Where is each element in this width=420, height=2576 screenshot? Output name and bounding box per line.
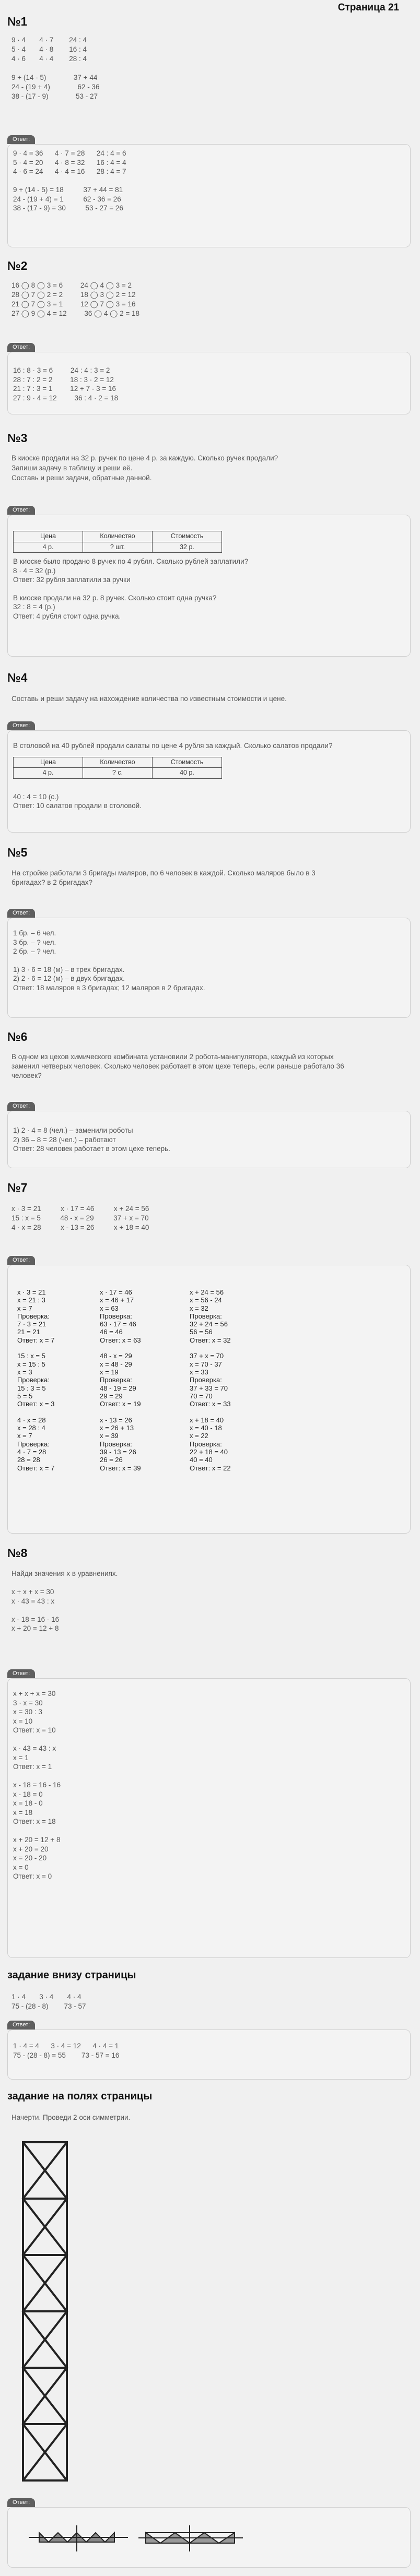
task-7-column-2: x · 17 = 46 x = 46 + 17 x = 63 Проверка: 63 · 17 = 46 46 = 46 Ответ: x = 63 48 - x = 29 x = 48 - 29 x = 19 Проверка: 48 - 19 = 29 29 = 29 Ответ: x = 19 x - 13 = 26 x = 26 + 13 x = 39 Проверка: 39 - 13 = 26 26 = 26 Ответ: x = 39 — [100, 1288, 141, 1472]
bottom-task-answer — [7, 2029, 411, 2080]
task-7-column-3: x + 24 = 56 x = 56 - 24 x = 32 Проверка: 32 + 24 = 56 56 = 56 Ответ: x = 32 37 + x = 70 x = 70 - 37 x = 33 Проверка: 37 + 33 = 70 70 = 70 Ответ: x = 33 x + 18 = 40 x = 40 - 18 x = 22 Проверка: 22 + 18 = 40 40 = 40 Ответ: x = 22 — [190, 1288, 231, 1472]
task-3-table — [13, 531, 222, 553]
task-1-text: 9 · 4 4 · 7 24 : 4 5 · 4 4 · 8 16 : 4 4 · 6 4 · 4 28 : 4 9 + (14 - 5) 37 + 44 24 - (19 + 4) 62 - 36 38 - (17 - 9) 53 - 27 — [11, 36, 100, 100]
task-5-line: бригадах? в 2 бригадах? — [11, 879, 93, 886]
table-header-quantity: Количество — [83, 531, 153, 542]
task-4-answer — [7, 730, 411, 833]
task-4-heading: №4 — [7, 671, 28, 684]
answer-tab: Ответ: — [7, 135, 35, 144]
answer-line: В столовой на 40 рублей продали салаты по цене 4 рубля за каждый. Сколько салатов продали? — [13, 742, 333, 750]
task-8-heading: №8 — [7, 1546, 28, 1560]
task-5-line: На стройке работали 3 бригады маляров, по 6 человек в каждой. Сколько маляров было в 3 — [11, 869, 316, 877]
symmetry-figure-1 — [29, 2525, 128, 2551]
task-7-text: x · 3 = 21 x · 17 = 46 x + 24 = 56 15 : x = 5 48 - x = 29 37 + x = 70 4 · x = 28 x - 13 = 26 x + 18 = 40 — [11, 1205, 149, 1231]
task-2-answer-text: 16 : 8 · 3 = 6 24 : 4 : 3 = 2 28 : 7 : 2 = 2 18 : 3 · 2 = 12 21 : 7 : 3 = 1 12 + 7 - 3 = 16 27 : 9 · 4 = 12 36 : 4 · 2 = 18 — [13, 366, 119, 402]
answer-line: В киоске было продано 8 ручек по 4 рубля. Сколько рублей заплатили? — [13, 557, 249, 565]
task-4-table — [13, 757, 222, 779]
margin-task-answer — [7, 2507, 411, 2568]
answer-tab: Ответ: — [7, 721, 35, 730]
answer-tab: Ответ: — [7, 1669, 35, 1678]
answer-line: 2) 36 – 8 = 28 (чел.) – работают — [13, 1135, 116, 1144]
task-8-text: Найди значения x в уравнениях. x + x + x = 30 x · 43 = 43 : x x - 18 = 16 - 16 x + 20 = 12 + 8 — [11, 1570, 118, 1632]
table-cell: 32 р. — [153, 542, 222, 553]
margin-task-heading: задание на полях страницы — [7, 2091, 153, 2102]
task-6-line: заменил четверых человек. Сколько человек работает в этом цехе теперь, если раньше работало 36 — [11, 1062, 344, 1070]
answer-line: 3 бр. – ? чел. — [13, 938, 56, 946]
answer-tab: Ответ: — [7, 2021, 35, 2029]
answer-tab: Ответ: — [7, 1102, 35, 1111]
task-6-answer — [7, 1111, 411, 1168]
table-header-quantity: Количество — [83, 757, 153, 768]
task-5-text — [11, 869, 316, 887]
task-7-column-1: x · 3 = 21 x = 21 : 3 x = 7 Проверка: 7 · 3 = 21 21 = 21 Ответ: x = 7 15 : x = 5 x = 15 : 5 x = 3 Проверка: 15 : 3 = 5 5 = 5 Ответ: x = 3 4 · x = 28 x = 28 : 4 x = 7 Проверка: 4 · 7 = 28 28 = 28 Ответ: x = 7 — [17, 1288, 55, 1472]
vertical-chain-figure — [18, 2139, 75, 2489]
table-cell: 4 р. — [14, 768, 83, 779]
answer-tab: Ответ: — [7, 1256, 35, 1265]
table-header-price: Цена — [14, 531, 83, 542]
task-5-heading: №5 — [7, 846, 28, 859]
task-3-line: Запиши задачу в таблицу и реши её. — [11, 464, 133, 472]
task-3-line: Составь и реши задачи, обратные данной. — [11, 474, 152, 482]
bottom-task-answer-text: 1 · 4 = 4 3 · 4 = 12 4 · 4 = 1 75 - (28 - 8) = 55 73 - 57 = 16 — [13, 2042, 120, 2059]
table-cell: ? с. — [83, 768, 153, 779]
task-6-line: В одном из цехов химического комбината установили 2 робота-манипулятора, каждый из которых — [11, 1053, 334, 1061]
task-1-heading: №1 — [7, 15, 28, 28]
task-6-text — [11, 1052, 344, 1081]
answer-line: В киоске продали на 32 р. 8 ручек. Сколько стоит одна ручка? — [13, 593, 217, 602]
bottom-task-text: 1 · 4 3 · 4 4 · 4 75 - (28 - 8) 73 - 57 — [11, 1993, 86, 2010]
answer-tab: Ответ: — [7, 2498, 35, 2507]
answer-line: 40 : 4 = 10 (с.) — [13, 792, 59, 801]
answer-line: Ответ: 4 рубля стоит одна ручка. — [13, 612, 121, 620]
task-2-text: 16 ◯ 8 ◯ 3 = 6 24 ◯ 4 ◯ 3 = 2 28 ◯ 7 ◯ 2 = 2 18 ◯ 3 ◯ 2 = 12 21 ◯ 7 ◯ 3 = 1 12 ◯ 7 ◯ 3 = 16 27 ◯ 9 ◯ 4 = 12 36 ◯ 4 ◯ 2 = 18 — [11, 281, 140, 317]
table-cell: 40 р. — [153, 768, 222, 779]
table-header-price: Цена — [14, 757, 83, 768]
answer-line: 1) 3 · 6 = 18 (м) – в трех бригадах. — [13, 965, 125, 974]
answer-line: 32 : 8 = 4 (р.) — [13, 603, 55, 611]
answer-line: Ответ: 28 человек работает в этом цехе теперь. — [13, 1145, 170, 1153]
task-8-answer — [7, 1678, 411, 1958]
task-5-answer — [7, 918, 411, 1018]
task-3-text — [11, 453, 278, 483]
task-1-answer-text: 9 · 4 = 36 4 · 7 = 28 24 : 4 = 6 5 · 4 = 20 4 · 8 = 32 16 : 4 = 4 4 · 6 = 24 4 · 4 = 16 28 : 4 = 7 9 + (14 - 5) = 18 37 + 44 = 81 24 - (19 + 4) = 1 62 - 36 = 26 38 - (17 - 9) = 30 53 - 27 = 26 — [13, 149, 126, 212]
answer-line: Ответ: 10 салатов продали в столовой. — [13, 802, 142, 810]
answer-tab: Ответ: — [7, 909, 35, 918]
task-6-line: человек? — [11, 1072, 42, 1079]
task-7-columns — [13, 1288, 405, 1472]
answer-line: 1) 2 · 4 = 8 (чел.) – заменили роботы — [13, 1126, 133, 1134]
page-title: Страница 21 — [337, 2, 399, 13]
table-header-cost: Стоимость — [153, 757, 222, 768]
task-2-heading: №2 — [7, 259, 28, 272]
answer-line: 2 бр. – ? чел. — [13, 947, 56, 955]
task-3-answer — [7, 515, 411, 657]
task-7-answer — [7, 1265, 411, 1534]
task-6-heading: №6 — [7, 1030, 28, 1043]
answer-tab: Ответ: — [7, 343, 35, 352]
task-2-answer — [7, 352, 411, 414]
task-7-heading: №7 — [7, 1181, 28, 1194]
answer-line: Ответ: 18 маляров в 3 бригадах; 12 маляров в 2 бригадах. — [13, 983, 205, 992]
table-cell: ? шт. — [83, 542, 153, 553]
task-8-answer-text: x + x + x = 30 3 · x = 30 x = 30 : 3 x = 10 Ответ: x = 10 x · 43 = 43 : x x = 1 Ответ: x = 1 x - 18 = 16 - 16 x - 18 = 0 x = 18 - 0 x = 18 Ответ: x = 18 x + 20 = 12 + 8 x + 20 = 20 x = 20 - 20 x = 0 Ответ: x = 0 — [13, 1690, 61, 1880]
margin-task-text: Начерти. Проведи 2 оси симметрии. — [11, 2114, 131, 2121]
task-3-line: В киоске продали на 32 р. ручек по цене 4 р. за каждую. Сколько ручек продали? — [11, 454, 278, 462]
bottom-task-heading: задание внизу страницы — [7, 1969, 136, 1981]
answer-line: 1 бр. – 6 чел. — [13, 929, 56, 937]
task-1-answer — [7, 144, 411, 247]
table-header-cost: Стоимость — [153, 531, 222, 542]
answer-line: 2) 2 · 6 = 12 (м) – в двух бригадах. — [13, 975, 125, 982]
table-cell: 4 р. — [14, 542, 83, 553]
answer-line: Ответ: 32 рубля заплатили за ручки — [13, 576, 131, 584]
task-4-text: Составь и реши задачу на нахождение количества по известным стоимости и цене. — [11, 695, 287, 703]
task-3-heading: №3 — [7, 431, 28, 445]
answer-tab: Ответ: — [7, 506, 35, 515]
symmetry-figure-2 — [138, 2525, 243, 2551]
answer-line: 8 · 4 = 32 (р.) — [13, 566, 56, 575]
